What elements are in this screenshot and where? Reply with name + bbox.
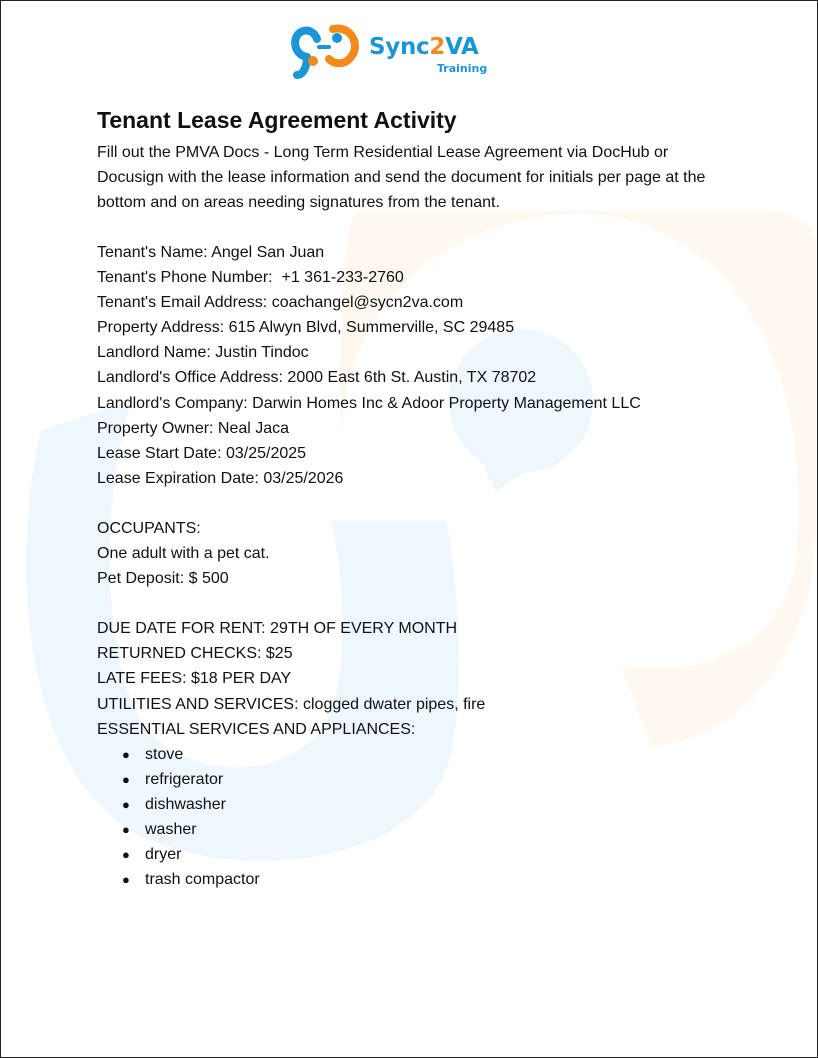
bullet-icon: ●: [122, 796, 130, 812]
bullet-icon: ●: [122, 771, 130, 787]
pet-deposit: Pet Deposit: $ 500: [97, 570, 229, 588]
sync2va-logo: [289, 17, 489, 83]
detail-landlord-name: Landlord Name: Justin Tindoc: [97, 344, 309, 362]
rent-due-date: DUE DATE FOR RENT: 29TH OF EVERY MONTH: [97, 620, 458, 638]
bullet-icon: ●: [122, 821, 130, 837]
list-item: ● dishwasher: [122, 792, 737, 817]
list-item: ● washer: [122, 817, 737, 842]
intro-paragraph: Fill out the PMVA Docs - Long Term Residential Lease Agreement via DocHub or Docusign with the lease information and send the document for initials per page at the bottom and on areas needing signatures from the tenant.: [97, 144, 706, 211]
spacer: [97, 491, 737, 516]
list-item: ● trash compactor: [122, 867, 737, 892]
detail-property-owner: Property Owner: Neal Jaca: [97, 419, 290, 437]
lease-details: [97, 240, 737, 491]
detail-landlord-company: Landlord's Company: Darwin Homes Inc & Adoor Property Management LLC: [97, 394, 641, 412]
detail-tenant-name: Tenant's Name: Angel San Juan: [97, 244, 325, 261]
appliance-list: [97, 742, 737, 893]
detail-tenant-phone: Tenant's Phone Number: +1 361-233-2760: [97, 269, 404, 287]
detail-property-address: Property Address: 615 Alwyn Blvd, Summerville, SC 29485: [97, 319, 515, 337]
appliances-heading: ESSENTIAL SERVICES AND APPLIANCES:: [97, 720, 416, 738]
terms-section: [97, 616, 737, 741]
list-item: ● refrigerator: [122, 767, 737, 792]
late-fees: LATE FEES: $18 PER DAY: [97, 670, 292, 688]
detail-landlord-office: Landlord's Office Address: 2000 East 6th St. Austin, TX 78702: [97, 369, 537, 387]
occupants-heading: OCCUPANTS:: [97, 519, 201, 537]
occupants-section: [97, 516, 737, 591]
detail-tenant-email: Tenant's Email Address: coachangel@sycn2va.com: [97, 294, 464, 312]
bullet-icon: ●: [122, 872, 130, 888]
spacer: [97, 591, 737, 616]
logo-wordmark: Sync2VA: [369, 34, 479, 60]
page-title: Tenant Lease Agreement Activity: [97, 107, 457, 133]
occupants-description: One adult with a pet cat.: [97, 545, 270, 563]
document-content: [97, 107, 737, 892]
logo-subtitle: Training: [437, 62, 488, 75]
detail-lease-expiration: Lease Expiration Date: 03/25/2026: [97, 469, 344, 487]
detail-lease-start: Lease Start Date: 03/25/2025: [97, 444, 307, 462]
list-item: ● dryer: [122, 842, 737, 867]
utilities-services: UTILITIES AND SERVICES: clogged dwater pipes, fire: [97, 695, 486, 713]
bullet-icon: ●: [122, 847, 130, 863]
sync2va-logo-icon: [289, 17, 361, 83]
bullet-icon: ●: [122, 746, 130, 762]
list-item: ● stove: [122, 742, 737, 767]
returned-checks: RETURNED CHECKS: $25: [97, 645, 293, 663]
spacer: [97, 215, 737, 240]
